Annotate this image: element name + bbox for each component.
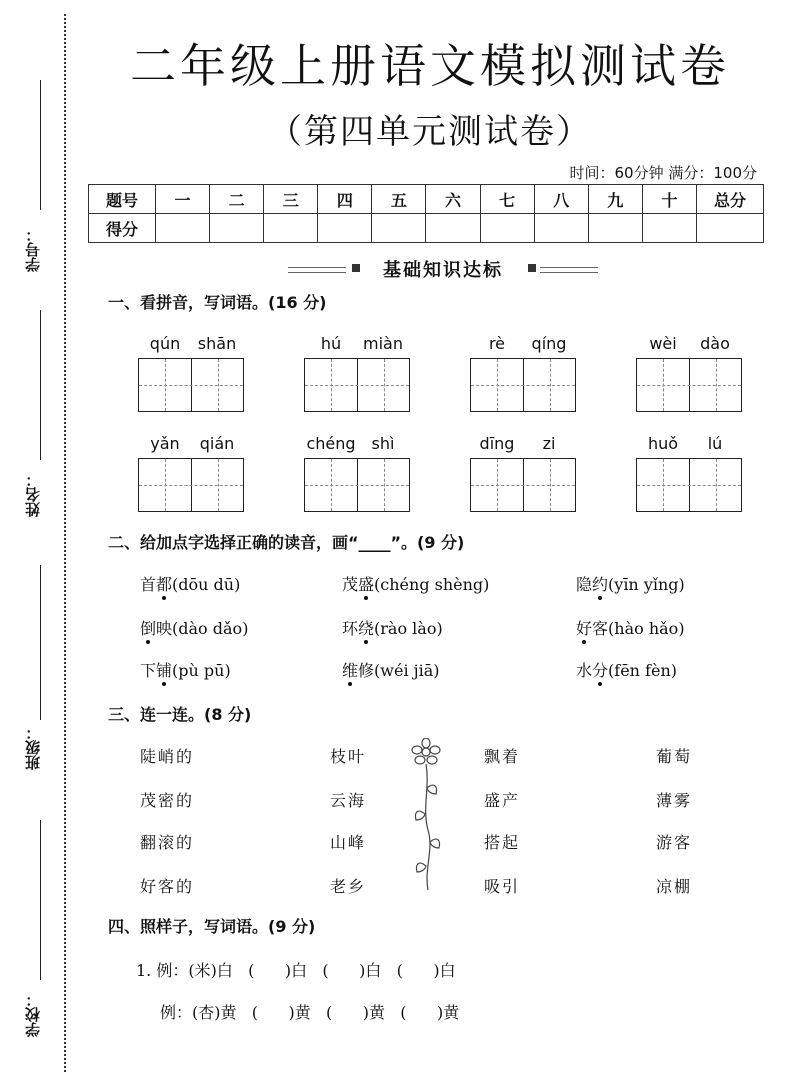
exam-subtitle: （第四单元测试卷） [268,112,592,152]
reading-choice-item[interactable] [140,572,240,595]
word-char: 映 [156,619,173,638]
reading-choice-item[interactable] [576,658,677,681]
link-item[interactable]: 山峰 [330,833,367,852]
score-row-label: 得分 [89,214,156,243]
link-item[interactable]: 云海 [330,791,367,810]
writing-grid-box[interactable] [138,358,244,412]
grid-guide-line [139,485,243,486]
section-banner [288,256,598,282]
reading-choice-item[interactable] [140,658,231,681]
score-header-cell: 一 [156,185,210,214]
pinyin-options: (dōu dū) [172,575,241,594]
writing-grid-box[interactable] [470,358,576,412]
writing-grid-box[interactable] [304,458,410,512]
q4-example-line-1: 1. 例：(米)白 ( )白 ( )白 ( )白 [136,961,456,980]
grid-guide-line [384,359,385,411]
score-cell[interactable] [156,214,210,243]
grid-guide-line [165,359,166,411]
pinyin-syllable: yǎn [150,434,180,453]
pinyin-options: (chéng shèng) [374,575,490,594]
dotted-char: 好 [576,619,593,638]
name-label: 姓名： [24,472,42,518]
grid-guide-line [218,459,219,511]
reading-choice-item[interactable] [576,572,685,595]
banner-left-bar [288,267,346,273]
score-cell[interactable] [642,214,696,243]
dotted-char: 盛 [358,575,375,594]
score-header-cell: 五 [372,185,426,214]
dotted-char: 都 [156,575,173,594]
grid-guide-line [663,459,664,511]
grid-guide-line [497,459,498,511]
grid-guide-line [716,459,717,511]
score-header-cell: 九 [588,185,642,214]
score-table [88,184,764,243]
link-item[interactable]: 枝叶 [330,747,367,766]
score-table-header-row [89,185,764,214]
score-cell[interactable] [697,214,764,243]
pinyin-options: (wéi jiā) [374,661,440,680]
writing-grid-box[interactable] [636,458,742,512]
pinyin-syllable: dào [700,334,730,353]
pinyin-syllable: zi [542,434,556,453]
score-header-cell: 四 [318,185,372,214]
flower-icon [408,738,448,894]
pinyin-options: (yīn yǐng) [608,575,685,594]
q4-example-line-2: 例：(杏)黄 ( )黄 ( )黄 ( )黄 [160,1003,460,1022]
reading-choice-item[interactable] [140,616,248,639]
student-number-rule [40,80,41,210]
word-char: 首 [140,575,157,594]
grid-guide-line [663,359,664,411]
score-cell[interactable] [372,214,426,243]
pinyin-syllable: shān [197,334,237,353]
word-char: 水 [576,661,593,680]
link-item[interactable]: 游客 [656,833,693,852]
writing-grid-box[interactable] [138,458,244,512]
pinyin-syllable: wèi [649,334,677,353]
dotted-char: 绕 [358,619,375,638]
pinyin-syllable: lú [707,434,723,453]
link-item[interactable]: 陡峭的 [140,747,195,766]
pinyin-options: (hào hǎo) [608,619,685,638]
class-rule [40,565,41,720]
pinyin-syllable: chéng [306,434,356,453]
banner-left-square-icon [352,264,360,272]
pinyin-options: (dào dǎo) [172,619,249,638]
link-item[interactable]: 薄雾 [656,791,693,810]
word-char: 茂 [342,575,359,594]
q1-heading: 一、看拼音，写词语。(16 分) [108,293,327,312]
dotted-char: 铺 [156,661,173,680]
score-cell[interactable] [588,214,642,243]
link-item[interactable]: 葡萄 [656,747,693,766]
word-char: 环 [342,619,359,638]
pinyin-syllable: qún [149,334,181,353]
pinyin-syllable: rè [488,334,506,353]
class-label: 班级： [24,725,42,770]
score-header-cell: 十 [642,185,696,214]
banner-right-square-icon [528,264,536,272]
writing-grid-box[interactable] [470,458,576,512]
grid-guide-line [165,459,166,511]
score-header-cell: 七 [480,185,534,214]
link-item[interactable]: 搭起 [484,833,521,852]
student-number-label: 学号： [24,227,42,273]
pinyin-options: (fēn fèn) [608,661,677,680]
q4-heading: 四、照样子，写词语。(9 分) [108,917,316,936]
pinyin-options: (rào lào) [374,619,443,638]
reading-choice-item[interactable] [342,616,443,639]
grid-guide-line [497,359,498,411]
word-char: 下 [140,661,157,680]
score-header-cell: 总分 [697,185,764,214]
link-item[interactable]: 凉棚 [656,877,693,896]
score-header-cell: 八 [534,185,588,214]
score-cell[interactable] [210,214,264,243]
link-item[interactable]: 吸引 [484,877,521,896]
grid-guide-line [550,359,551,411]
score-cell[interactable] [480,214,534,243]
pinyin-syllable: huǒ [647,434,679,453]
grid-guide-line [305,485,409,486]
dotted-char: 倒 [140,619,157,638]
student-number-field [22,80,62,280]
grid-guide-line [716,359,717,411]
school-label: 学校： [24,992,42,1038]
reading-choice-item[interactable] [342,658,440,681]
grid-guide-line [637,485,741,486]
score-cell[interactable] [534,214,588,243]
reading-choice-item[interactable] [576,616,685,639]
link-item[interactable]: 翻滚的 [140,833,195,852]
reading-choice-item[interactable] [342,572,489,595]
school-field [22,820,62,1040]
time-info: 时间：60分钟 满分：100分 [569,164,757,182]
grid-guide-line [550,459,551,511]
exam-title: 二年级上册语文模拟测试卷 [130,39,730,93]
pinyin-options: (pù pū) [172,661,231,680]
link-item[interactable]: 茂密的 [140,791,195,810]
name-field [22,310,62,520]
writing-grid-box[interactable] [636,358,742,412]
q3-heading: 三、连一连。(8 分) [108,705,252,724]
grid-guide-line [471,485,575,486]
link-item[interactable]: 盛产 [484,791,521,810]
grid-guide-line [331,359,332,411]
grid-guide-line [218,359,219,411]
score-header-cell: 三 [264,185,318,214]
word-char: 修 [358,661,375,680]
pinyin-syllable: shì [371,434,395,453]
class-field [22,565,62,770]
school-rule [40,820,41,980]
grid-guide-line [471,385,575,386]
word-char: 隐 [576,575,593,594]
dotted-char: 维 [342,661,359,680]
writing-grid-box[interactable] [304,358,410,412]
link-item[interactable]: 飘着 [484,747,521,766]
dotted-char: 分 [592,661,609,680]
q2-heading: 二、给加点字选择正确的读音，画“____”。(9 分) [108,533,465,552]
pinyin-syllable: hú [320,334,342,353]
binding-dotted-line [64,14,66,1072]
pinyin-syllable: miàn [363,334,403,353]
banner-text: 基础知识达标 [383,260,503,281]
grid-guide-line [305,385,409,386]
word-char: 客 [592,619,609,638]
banner-right-bar [540,267,598,273]
pinyin-syllable: qián [199,434,235,453]
grid-guide-line [331,459,332,511]
pinyin-syllable: qíng [531,334,567,353]
name-rule [40,310,41,460]
score-cell[interactable] [264,214,318,243]
score-header-cell: 二 [210,185,264,214]
pinyin-syllable: dīng [479,434,515,453]
score-header-cell: 六 [426,185,480,214]
score-cell[interactable] [318,214,372,243]
grid-guide-line [384,459,385,511]
grid-guide-line [637,385,741,386]
grid-guide-line [139,385,243,386]
dotted-char: 约 [592,575,609,594]
score-cell[interactable] [426,214,480,243]
link-item[interactable]: 老乡 [330,877,367,896]
score-header-cell: 题号 [89,185,156,214]
score-table-score-row [89,214,764,243]
link-item[interactable]: 好客的 [140,877,195,896]
